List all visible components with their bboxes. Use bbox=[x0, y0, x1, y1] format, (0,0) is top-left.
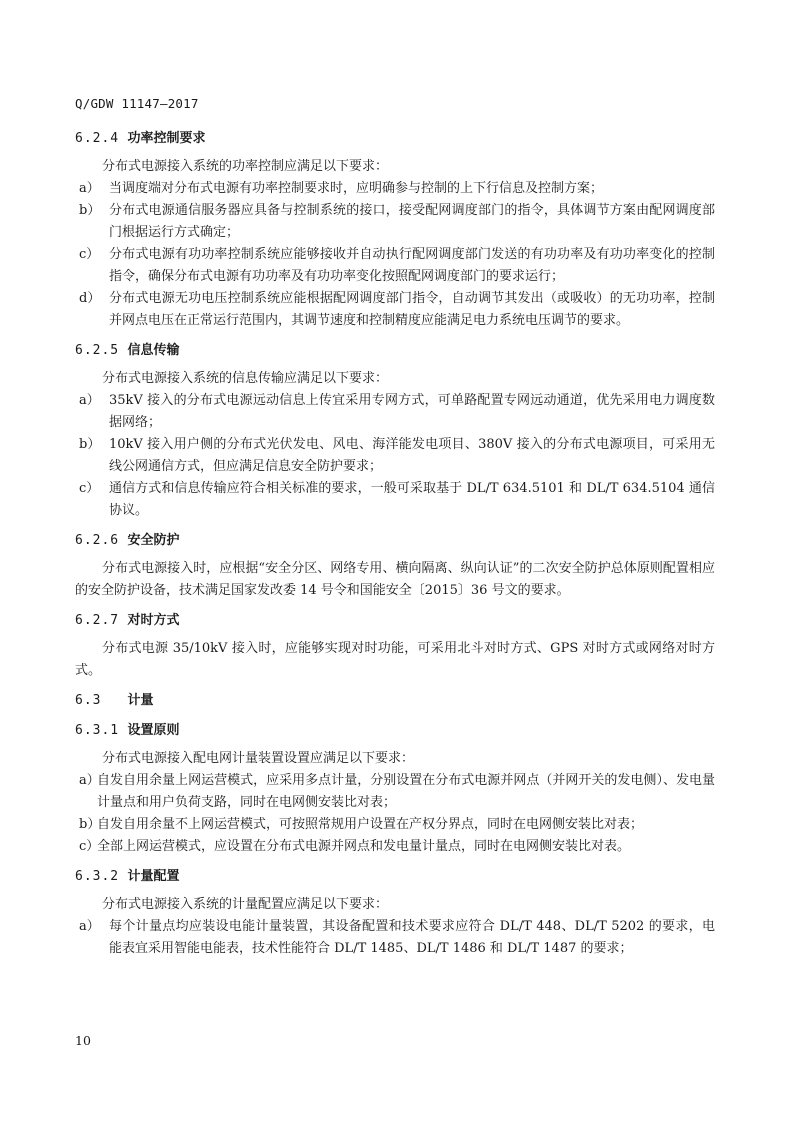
document-code: Q/GDW 11147—2017 bbox=[75, 96, 199, 111]
heading-6-2-5 bbox=[75, 340, 715, 362]
list-item bbox=[75, 814, 715, 836]
list-text: 分布式电源无功电压控制系统应能根据配网调度部门指令，自动调节其发出（或吸收）的无功功率，控制并网点电压在正常运行范围内，其调节速度和控制精度应能满足电力系统电压调节的要求。 bbox=[109, 291, 715, 328]
heading-title: 计量 bbox=[127, 693, 154, 708]
heading-title: 功率控制要求 bbox=[127, 131, 206, 146]
list-text: 通信方式和信息传输应符合相关标准的要求，一般可采取基于 DL/T 634.5101 和 DL/T 634.5104 通信协议。 bbox=[109, 481, 715, 518]
heading-number: 6.2.6 bbox=[75, 533, 120, 548]
list-item bbox=[75, 390, 715, 434]
list-item bbox=[75, 434, 715, 478]
list-item bbox=[75, 244, 715, 288]
list-label: c） bbox=[79, 247, 100, 262]
heading-title: 设置原则 bbox=[127, 723, 180, 738]
heading-6-2-6 bbox=[75, 530, 715, 552]
list-label: d） bbox=[79, 291, 101, 306]
list-text: 自发自用余量上网运营模式，应采用多点计量，分别设置在分布式电源并网点（并网开关的发电侧）、发电量计量点和用户负荷支路，同时在电网侧安装比对表； bbox=[97, 773, 715, 810]
heading-number: 6.3.2 bbox=[75, 869, 120, 884]
list-text: 当调度端对分布式电源有功率控制要求时，应明确参与控制的上下行信息及控制方案； bbox=[109, 181, 604, 196]
list-text: 每个计量点均应装设电能计量装置，其设备配置和技术要求应符合 DL/T 448、DL/T 5202 的要求，电能表宜采用智能电能表，技术性能符合 DL/T 1485、DL/T 1486 和 DL/T 1487 的要求； bbox=[109, 919, 715, 956]
paragraph: 分布式电源接入系统的功率控制应满足以下要求： bbox=[102, 159, 389, 174]
list-item bbox=[75, 178, 715, 200]
heading-number: 6.2.7 bbox=[75, 613, 120, 628]
heading-number: 6.2.5 bbox=[75, 343, 120, 358]
list-text: 35kV 接入的分布式电源远动信息上传宜采用专网方式，可单路配置专网远动通道，优先采用电力调度数据网络； bbox=[109, 393, 715, 430]
list-text: 10kV 接入用户侧的分布式光伏发电、风电、海洋能发电项目、380V 接入的分布式电源项目，可采用无线公网通信方式，但应满足信息安全防护要求； bbox=[109, 437, 715, 474]
heading-6-3-1 bbox=[75, 720, 715, 742]
list-item bbox=[75, 836, 715, 858]
heading-6-2-7 bbox=[75, 610, 715, 632]
list-label: a） bbox=[79, 181, 100, 196]
list-label: b） bbox=[79, 437, 101, 452]
heading-title: 计量配置 bbox=[127, 869, 180, 884]
list-label: c） bbox=[79, 481, 100, 496]
heading-number: 6.3.1 bbox=[75, 723, 120, 738]
heading-number: 6.3 bbox=[75, 693, 102, 708]
heading-title: 安全防护 bbox=[127, 533, 180, 548]
heading-6-3 bbox=[75, 690, 715, 712]
paragraph: 分布式电源接入配电网计量装置设置应满足以下要求： bbox=[102, 751, 415, 766]
heading-title: 信息传输 bbox=[127, 343, 180, 358]
list-item bbox=[75, 288, 715, 332]
list-item bbox=[75, 200, 715, 244]
heading-6-3-2 bbox=[75, 866, 715, 888]
list-item bbox=[75, 770, 715, 814]
list-label: b） bbox=[79, 817, 101, 832]
list-text: 分布式电源通信服务器应具备与控制系统的接口，接受配网调度部门的指令，具体调节方案由配网调度部门根据运行方式确定； bbox=[109, 203, 715, 240]
list-label: b） bbox=[79, 203, 101, 218]
list-label: a） bbox=[79, 773, 100, 788]
list-text: 分布式电源有功功率控制系统应能够接收并自动执行配网调度部门发送的有功功率及有功功率变化的控制指令，确保分布式电源有功功率及有功功率变化按照配网调度部门的要求运行； bbox=[109, 247, 715, 284]
list-label: c） bbox=[79, 839, 100, 854]
list-label: a） bbox=[79, 919, 100, 934]
paragraph: 分布式电源接入系统的信息传输应满足以下要求： bbox=[102, 371, 389, 386]
list-item bbox=[75, 916, 715, 960]
heading-6-2-4 bbox=[75, 128, 715, 150]
heading-number: 6.2.4 bbox=[75, 131, 120, 146]
page-content bbox=[75, 120, 715, 960]
list-label: a） bbox=[79, 393, 100, 408]
list-text: 自发自用余量不上网运营模式，可按照常规用户设置在产权分界点，同时在电网侧安装比对表； bbox=[97, 817, 644, 832]
heading-title: 对时方式 bbox=[127, 613, 180, 628]
paragraph: 分布式电源接入系统的计量配置应满足以下要求： bbox=[102, 897, 389, 912]
list-text: 全部上网运营模式，应设置在分布式电源并网点和发电量计量点，同时在电网侧安装比对表。 bbox=[97, 839, 631, 854]
paragraph: 分布式电源接入时，应根据“安全分区、网络专用、横向隔离、纵向认证”的二次安全防护总体原则配置相应的安全防护设备，技术满足国家发改委 14 号令和国能安全〔2015〕36 号文的要求。 bbox=[75, 561, 715, 598]
page-number: 10 bbox=[75, 1033, 91, 1048]
list-item bbox=[75, 478, 715, 522]
paragraph: 分布式电源 35/10kV 接入时，应能够实现对时功能，可采用北斗对时方式、GPS 对时方式或网络对时方式。 bbox=[75, 641, 715, 678]
